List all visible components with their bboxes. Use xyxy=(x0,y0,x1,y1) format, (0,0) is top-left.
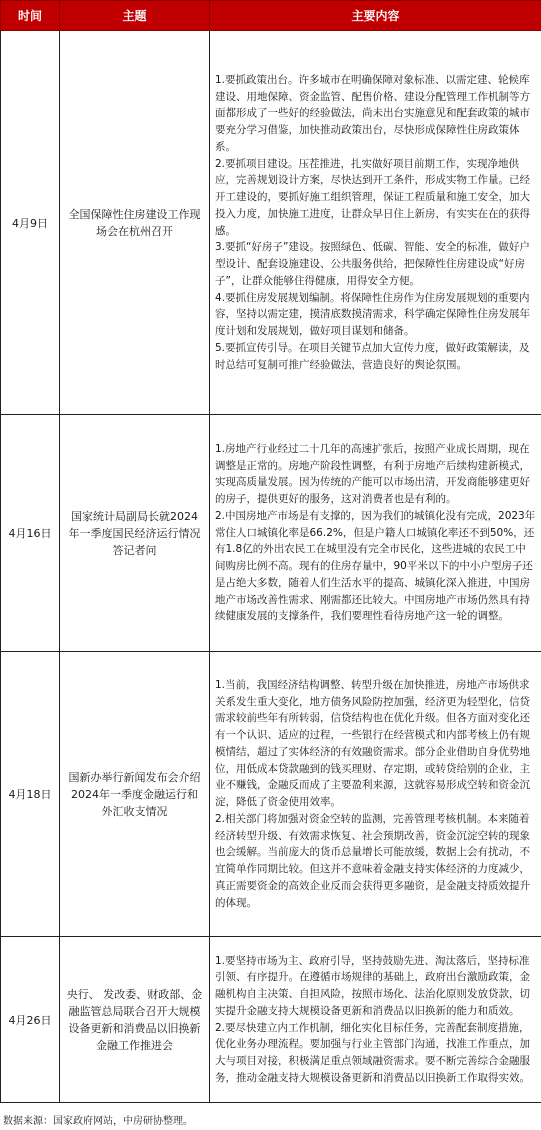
content-paragraph: 3.要抓“好房子”建设。按照绿色、低碳、智能、安全的标准，做好户型设计、配套设施建设、公共服务供给，把保障性住房建设成“好房子”，让群众能够住得健康，用得安全方便。 xyxy=(215,241,530,287)
content-paragraph: 4.要抓住房发展规划编制。将保障性住房作为住房发展规划的重要内容，坚持以需定建，摸清底数摸清需求，科学确定保障性住房发展年度计划和发展规划，做好项目谋划和储备。 xyxy=(215,291,530,337)
row-date: 4月16日 xyxy=(1,415,60,652)
row-date: 4月26日 xyxy=(1,937,60,1103)
row-content xyxy=(210,31,541,415)
row-theme: 国家统计局副局长就2024年一季度国民经济运行情况答记者问 xyxy=(60,415,210,652)
row-date: 4月9日 xyxy=(1,31,60,415)
row-date: 4月18日 xyxy=(1,652,60,937)
content-paragraph: 1.当前，我国经济结构调整、转型升级在加快推进，房地产市场供求关系发生重大变化，地方债务风险防控加强，经济更为轻型化，信贷需求较前些年有所转弱，信贷结构也在优化升级。但各方面对变化还有一个认识、适应的过程，一些银行在经营模式和内部考核上仍有规模情结，超过了实体经济的有效融资需求。部分企业借助自身优势地位，用低成本贷款融到的钱买理财、存定期，或转贷给别的企业，主业不赚钱，金融反而成了主要盈利来源，这就容易形成空转和资金沉淀，降低了资金使用效率。 xyxy=(215,678,530,808)
header-time: 时间 xyxy=(1,1,60,31)
content-paragraph: 2.要抓项目建设。压茬推进，扎实做好项目前期工作，实现净地供应，完善规划设计方案，尽快达到开工条件，形成实物工作量。已经开工建设的，要抓好施工组织管理，保证工程质量和施工安全，加大投入力度，加快施工进度，让群众早日住上新房，有实实在在的获得感。 xyxy=(215,157,530,237)
table-row xyxy=(1,937,541,1103)
header-content: 主要内容 xyxy=(210,1,541,31)
content-paragraph: 1.要坚持市场为主、政府引导，坚持鼓励先进、淘汰落后，坚持标准引领、有序提升。在遵循市场规律的基础上，政府出台激励政策，金融机构自主决策、自担风险，按照市场化、法治化原则发放贷款，切实提升金融支持大规模设备更新和消费品以旧换新的能力和质效。 xyxy=(215,954,530,1017)
header-theme: 主题 xyxy=(60,1,210,31)
row-theme: 全国保障性住房建设工作现场会在杭州召开 xyxy=(60,31,210,415)
content-paragraph: 2.中国房地产市场是有支撑的，因为我们的城镇化没有完成，2023年常住人口城镇化率是66.2%，但是户籍人口城镇化率还不到50%，还有1.8亿的外出农民工在城里没有完全市民化，这些进城的农民工中间购房比例不高。现有的住房存量中，90平米以下的中小户型房子还是占绝大多数，随着人们生活水平的提高、城镇化深入推进，中国房地产市场改善性需求、刚需都还比较大。中国房地产市场仍然具有持续健康发展的支撑条件，我们要理性看待房地产这一轮的调整。 xyxy=(215,509,536,623)
row-theme: 国新办举行新闻发布会介绍2024年一季度金融运行和外汇收支情况 xyxy=(60,652,210,937)
content-paragraph: 1.房地产行业经过二十几年的高速扩张后，按照产业成长周期，现在调整是正常的。房地产阶段性调整，有利于房地产后续构建新模式，实现高质量发展。因为传统的产能可以市场出清，开发商能够建更好的房子，提供更好的服务，这对消费者也是有利的。 xyxy=(215,442,530,506)
table-row xyxy=(1,415,541,652)
row-content xyxy=(210,415,541,652)
content-paragraph: 2.要尽快建立内工作机制，细化实化目标任务，完善配套制度措施，优化业务办理流程。要加强与行业主管部门沟通，找准工作重点，加大与项目对接，积极满足重点领域融资需求。要不断完善综合金融服务，推动金融支持大规模设备更新和消费品以旧换新工作取得实效。 xyxy=(215,1021,530,1084)
row-content xyxy=(210,652,541,937)
row-content xyxy=(210,937,541,1103)
table-row xyxy=(1,652,541,937)
table-row xyxy=(1,31,541,415)
row-theme: 央行、 发改委、财政部、金融监管总局联合召开大规模设备更新和消费品以旧换新金融工作推进会 xyxy=(60,937,210,1103)
source-note: 数据来源：国家政府网站，中房研协整理。 xyxy=(3,1116,193,1127)
content-paragraph: 2.相关部门将加强对资金空转的监测，完善管理考核机制。本来随着经济转型升级、有效需求恢复、社会预期改善，资金沉淀空转的现象也会缓解。当前庞大的货币总量增长可能放缓，数据上会有扰动，不宜简单作同期比较。但这并不意味着金融支持实体经济的力度减少，真正需要资金的高效企业反而会获得更多融资，是金融支持质效提升的体现。 xyxy=(215,812,530,909)
content-paragraph: 5.要抓宣传引导。在项目关键节点加大宣传力度，做好政策解读，及时总结可复制可推广经验做法，营造良好的舆论氛围。 xyxy=(215,341,530,371)
table-header-row xyxy=(1,1,541,31)
content-paragraph: 1.要抓政策出台。许多城市在明确保障对象标准、以需定建、轮候库建设、用地保障、资金监管、配售价格、建设分配管理工作机制等方面都形成了一些好的经验做法，尚未出台实施意见和配套政策的城市要充分学习借鉴，加快推动政策出台，尽快形成保障性住房政策体系。 xyxy=(215,73,530,153)
